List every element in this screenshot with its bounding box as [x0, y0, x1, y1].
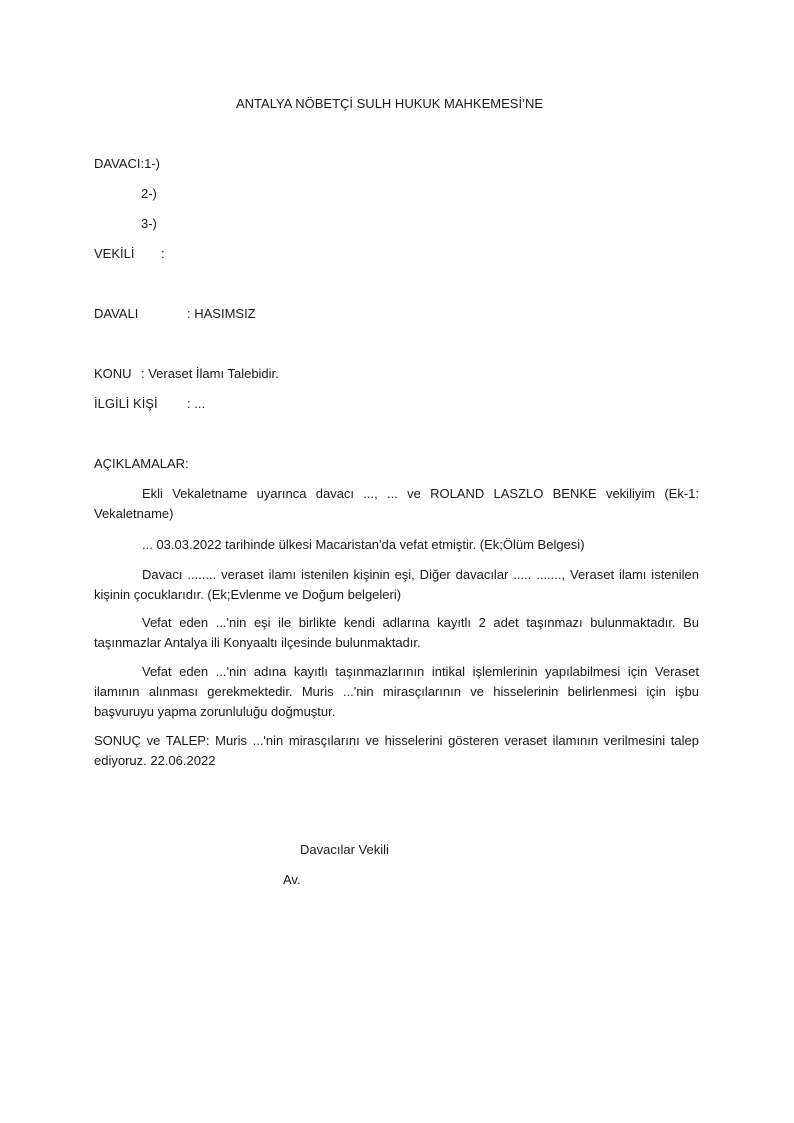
document-title: ANTALYA NÖBETÇİ SULH HUKUK MAHKEMESİ’NE [236, 96, 544, 111]
aciklamalar-heading: AÇIKLAMALAR: [94, 456, 189, 471]
davaci-item-2: 2-) [141, 186, 157, 201]
paragraph-1: Ekli Vekaletname uyarınca davacı ..., ... ve ROLAND LASZLO BENKE vekiliyim (Ek-1: Vekaletname) [94, 486, 699, 521]
davali-label: DAVALI [94, 306, 139, 321]
paragraph-4: Vefat eden ...'nin eşi ile birlikte kendi adlarına kayıtlı 2 adet taşınmazı bulunmaktadır. Bu taşınmazlar Antalya ili Konyaaltı ilçesinde bulunmaktadır. [94, 615, 699, 650]
davaci-label: DAVACI: [94, 156, 145, 171]
signature-title: Av. [283, 872, 301, 887]
ilgili-kisi-value: : ... [187, 396, 206, 411]
davaci-item-3: 3-) [141, 216, 157, 231]
ilgili-kisi-label: İLGİLİ KİŞİ [94, 396, 158, 411]
vekili-separator: : [161, 246, 165, 261]
davaci-row [94, 156, 160, 172]
konu-label: KONU [94, 366, 132, 381]
davali-value: : HASIMSIZ [187, 306, 256, 321]
paragraph-5: Vefat eden ...'nin adına kayıtlı taşınmazlarının intikal işlemlerinin yapılabilmesi için Veraset ilamının alınması gerekmektedir. Muris ...'nin mirasçılarının ve hisselerinin belirlenmesi için işbu başvuruyu yapma zorunluluğu doğmuştur. [94, 664, 699, 719]
sonuc-ve-talep: SONUÇ ve TALEP: Muris ...'nin mirasçılarını ve hisselerini gösteren veraset ilamının verilmesini talep ediyoruz. 22.06.2022 [94, 733, 699, 768]
konu-value: : Veraset İlamı Talebidir. [141, 366, 279, 381]
davaci-item-1: 1-) [144, 156, 160, 171]
signature-role: Davacılar Vekili [300, 842, 389, 857]
paragraph-2: ... 03.03.2022 tarihinde ülkesi Macaristan'da vefat etmiştir. (Ek;Ölüm Belgesi) [142, 537, 585, 552]
vekili-label: VEKİLİ [94, 246, 135, 261]
paragraph-3: Davacı ........ veraset ilamı istenilen kişinin eşi, Diğer davacılar ..... ......., Veraset ilamı istenilen kişinin çocuklarıdır. (Ek;Evlenme ve Doğum belgeleri) [94, 567, 699, 602]
